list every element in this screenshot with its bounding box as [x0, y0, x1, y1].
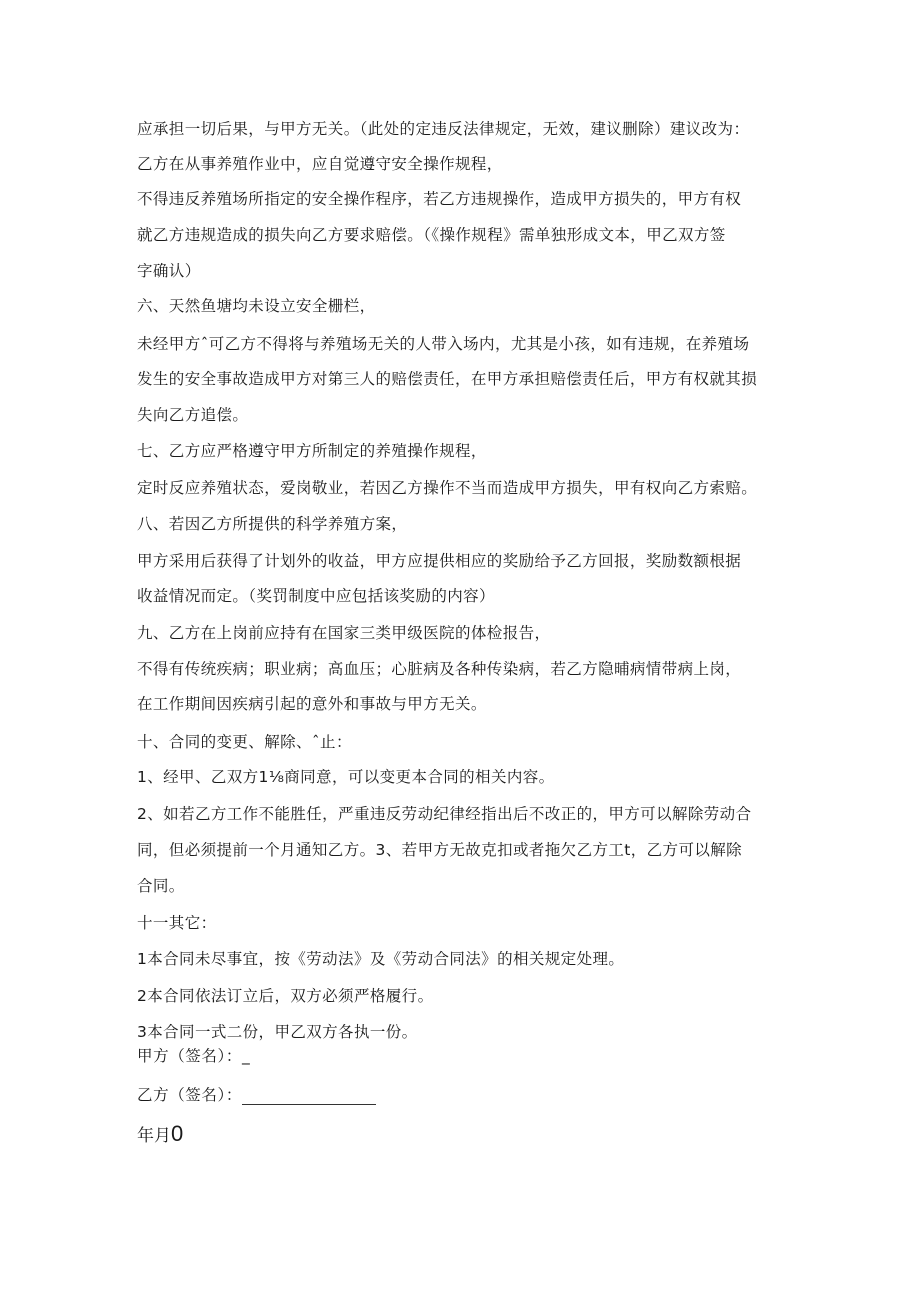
- paragraph-line: 定时反应养殖状态，爱岗敬业，若因乙方操作不当而造成甲方损失，甲有权向乙方索赔。: [137, 479, 758, 497]
- section-heading-11: 十一其它：: [137, 914, 217, 932]
- paragraph-line: 乙方在从事养殖作业中，应自觉遵守安全操作规程，: [137, 155, 503, 173]
- date-line: [137, 1122, 183, 1148]
- section-heading-8: 八、若因乙方所提供的科学养殖方案，: [137, 515, 408, 533]
- section-heading-7: 七、乙方应严格遵守甲方所制定的养殖操作规程，: [137, 442, 487, 460]
- signature-party-b-label: 乙方（签名）：: [137, 1086, 242, 1104]
- paragraph-line: 1本合同未尽事宜，按《劳动法》及《劳动合同法》的相关规定处理。: [137, 950, 625, 968]
- paragraph-line: 2本合同依法订立后，双方必须严格履行。: [137, 987, 434, 1005]
- paragraph-line: 合同。: [137, 877, 185, 895]
- section-heading-9: 九、乙方在上岗前应持有在国家三类甲级医院的体检报告，: [137, 624, 551, 642]
- section-heading-6: 六、天然鱼塘均未设立安全栅栏，: [137, 297, 376, 315]
- paragraph-line: 失向乙方追偿。: [137, 406, 249, 424]
- paragraph-line: 就乙方违规造成的损失向乙方要求赔偿。（《操作规程》需单独形成文本，甲乙双方签: [137, 226, 726, 244]
- paragraph-line: 3本合同一式二份，甲乙双方各执一份。: [137, 1023, 418, 1041]
- paragraph-line: 1、经甲、乙双方1⅛商同意，可以变更本合同的相关内容。: [137, 768, 555, 786]
- paragraph-line: 未经甲方ˆ可乙方不得将与养殖场无关的人带入场内，尤其是小孩，如有违规，在养殖场: [137, 335, 750, 353]
- paragraph-line: 甲方采用后获得了计划外的收益，甲方应提供相应的奖励给予乙方回报，奖励数额根据: [137, 552, 742, 570]
- paragraph-line: 发生的安全事故造成甲方对第三人的赔偿责任，在甲方承担赔偿责任后，甲方有权就其损: [137, 370, 758, 388]
- paragraph-line: 同，但必须提前一个月通知乙方。3、若甲方无故克扣或者拖欠乙方工t，乙方可以解除: [137, 841, 743, 859]
- paragraph-line: 在工作期间因疾病引起的意外和事故与甲方无关。: [137, 695, 487, 713]
- section-heading-10: 十、合同的变更、解除、ˆ止：: [137, 733, 352, 751]
- paragraph-line: 应承担一切后果，与甲方无关。（此处的定违反法律规定，无效，建议删除）建议改为：: [137, 120, 750, 138]
- signature-party-b: [137, 1085, 376, 1105]
- signature-blank-line: [242, 1090, 376, 1105]
- signature-party-a: 甲方（签名）：_: [137, 1047, 251, 1065]
- date-label: 年月: [137, 1126, 171, 1146]
- paragraph-line: 收益情况而定。（奖罚制度中应包括该奖励的内容）: [137, 587, 495, 605]
- date-value: 0: [171, 1121, 184, 1146]
- paragraph-line: 2、如若乙方工作不能胜任，严重违反劳动纪律经指出后不改正的，甲方可以解除劳动合: [137, 805, 752, 823]
- paragraph-line: 不得违反养殖场所指定的安全操作程序，若乙方违规操作，造成甲方损失的，甲方有权: [137, 190, 742, 208]
- paragraph-line: 字确认）: [137, 262, 201, 280]
- paragraph-line: 不得有传统疾病；职业病；高血压；心脏病及各种传染病，若乙方隐晡病情带病上岗，: [137, 660, 742, 678]
